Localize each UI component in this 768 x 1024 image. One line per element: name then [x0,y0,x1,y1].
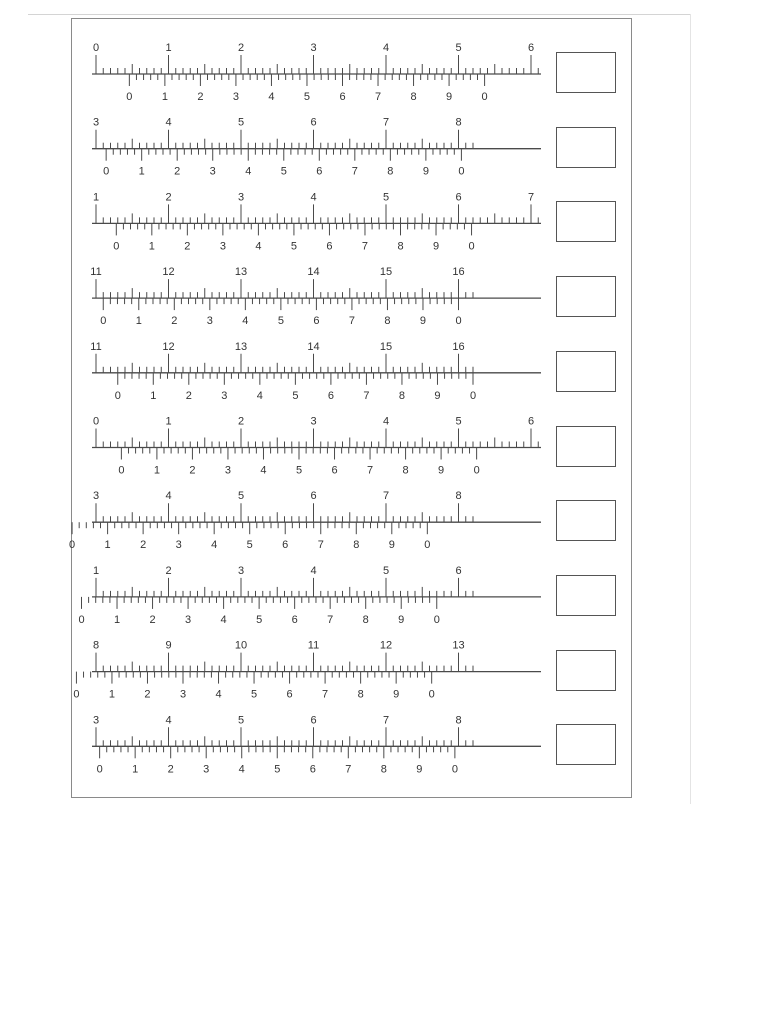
vernier-scale-label: 7 [327,613,334,626]
main-scale-label: 13 [234,266,248,279]
answer-box[interactable] [556,500,616,541]
vernier-scale-label: 0 [114,389,121,402]
vernier-scale-label: 4 [242,315,249,328]
scan-right-edge [690,14,691,804]
vernier-scale-label: 0 [118,464,125,477]
vernier-scale-label: 8 [387,165,394,178]
vernier-scale-label: 9 [398,613,405,626]
main-scale-label: 9 [165,639,172,652]
answer-box[interactable] [556,575,616,616]
answer-box[interactable] [556,351,616,392]
main-scale-label: 1 [165,415,172,428]
vernier-scale-label: 4 [256,389,263,402]
vernier-scale-label: 3 [175,539,182,552]
vernier-scale-label: 4 [211,539,218,552]
vernier-scale-label: 3 [179,688,187,701]
vernier-scale-label: 1 [153,464,160,477]
main-scale-label: 4 [382,415,390,428]
vernier-scale-label: 0 [126,91,133,103]
vernier-scale-label: 7 [345,763,352,776]
main-scale-label: 1 [92,564,100,577]
vernier-scale-label: 4 [255,240,262,253]
vernier-scale-label: 6 [291,613,298,626]
answer-box[interactable] [556,127,616,168]
main-scale-label: 3 [237,191,245,204]
main-scale-label: 3 [237,564,245,577]
vernier-scale-label: 5 [280,165,287,178]
vernier-scale-label: 0 [451,763,458,776]
main-scale-label: 8 [92,639,100,652]
main-scale-label: 12 [379,639,393,652]
main-scale-label: 5 [382,191,390,204]
vernier-scale-label: 9 [388,539,395,552]
vernier-scale-label: 2 [185,389,192,402]
vernier-scale-label: 6 [282,539,289,552]
vernier-scale-label: 6 [326,240,333,253]
main-scale-label: 4 [165,490,172,503]
vernier-scale-label: 5 [290,240,297,253]
vernier-scale-label: 8 [362,613,369,626]
vernier-scale-label: 6 [286,688,293,701]
vernier-scale-label: 0 [433,613,440,626]
main-scale-label: 7 [527,191,535,204]
vernier-scale-label: 1 [104,539,111,552]
main-scale-label: 5 [455,415,462,428]
vernier-exercise [92,117,541,178]
vernier-scale-label: 7 [366,464,374,477]
vernier-scale-label: 5 [295,464,303,477]
vernier-scale-label: 1 [108,688,116,701]
vernier-scale-label: 7 [351,165,358,178]
main-scale-label: 4 [165,116,172,129]
main-scale-label: 8 [455,116,462,129]
vernier-scale-label: 4 [268,91,275,103]
vernier-scale-label: 0 [428,688,435,701]
main-scale-label: 15 [379,266,393,279]
vernier-scale-label: 3 [185,613,192,626]
main-scale-label: 3 [92,116,100,129]
main-scale-label: 8 [455,490,462,503]
vernier-scale-label: 0 [468,240,475,253]
vernier-scale-label: 3 [203,763,210,776]
vernier-scale-label: 2 [144,688,151,701]
main-scale-label: 2 [237,415,245,428]
vernier-scale-label: 7 [361,240,369,253]
vernier-scale-label: 3 [232,91,239,103]
vernier-scale-label: 7 [374,91,382,103]
vernier-scale-label: 2 [197,91,204,103]
main-scale-label: 7 [382,714,390,727]
vernier-scale-label: 3 [206,315,213,328]
main-scale-label: 6 [310,490,317,503]
main-scale-label: 5 [382,564,390,577]
main-scale-label: 4 [382,42,390,54]
main-scale-label: 5 [237,116,245,129]
main-scale-label: 4 [165,714,172,727]
vernier-scale-label: 2 [174,165,181,178]
vernier-scale-label: 5 [292,389,299,402]
answer-box[interactable] [556,201,616,242]
vernier-exercise [92,416,541,477]
main-scale-label: 11 [90,266,102,279]
vernier-scale-label: 0 [458,165,465,178]
vernier-scale-label: 1 [135,315,142,328]
vernier-scale-label: 6 [327,389,334,402]
vernier-scale-label: 9 [438,464,445,477]
main-scale-label: 15 [379,340,393,353]
vernier-scale-label: 0 [78,613,85,626]
vernier-scale-label: 9 [416,763,423,776]
vernier-scale-label: 6 [313,315,320,328]
vernier-scale-label: 5 [256,613,263,626]
vernier-scale-label: 3 [209,165,216,178]
vernier-exercise [90,266,541,327]
main-scale-label: 12 [162,266,175,279]
main-scale-label: 3 [92,490,100,503]
vernier-scale-label: 9 [393,688,400,701]
vernier-scale-label: 2 [189,464,196,477]
vernier-scale-label: 6 [331,464,338,477]
main-scale-label: 6 [455,564,462,577]
main-scale-label: 2 [165,564,172,577]
vernier-scale-label: 0 [455,315,462,328]
main-scale-label: 14 [307,266,320,279]
vernier-scale-label: 0 [473,464,480,477]
vernier-exercise [73,640,541,701]
main-scale-label: 4 [310,191,317,204]
vernier-scale-label: 8 [398,389,406,402]
worksheet-frame [71,18,632,798]
vernier-scale-label: 1 [138,165,145,178]
vernier-scale-label: 5 [303,91,311,103]
main-scale-label: 7 [382,490,390,503]
vernier-scale-label: 0 [469,389,477,402]
main-scale-label: 3 [92,714,100,727]
vernier-scale-label: 2 [184,240,191,253]
vernier-scale-label: 1 [150,389,157,402]
vernier-scale-label: 9 [419,315,427,328]
main-scale-label: 16 [452,340,465,353]
main-scale-label: 8 [455,714,462,727]
vernier-scale-label: 4 [238,763,245,776]
vernier-scale-label: 3 [219,240,226,253]
vernier-scale-label: 4 [245,165,252,178]
answer-box[interactable] [556,276,616,317]
vernier-scale-label: 3 [224,464,232,477]
vernier-exercise [78,565,541,626]
vernier-scale-label: 7 [363,389,370,402]
vernier-scale-label: 7 [322,688,329,701]
vernier-scale-label: 2 [140,539,147,552]
vernier-scale-label: 5 [277,315,284,328]
main-scale-label: 3 [310,42,317,54]
vernier-scale-label: 0 [103,165,110,178]
main-scale-label: 1 [165,42,172,54]
vernier-scale-label: 8 [357,688,364,701]
main-scale-label: 0 [92,42,100,54]
vernier-scale-label: 0 [481,91,488,103]
main-scale-label: 10 [234,639,248,652]
vernier-scale-label: 8 [380,763,387,776]
vernier-scale-label: 0 [69,539,76,552]
vernier-scale-label: 0 [113,240,120,253]
main-scale-label: 11 [307,639,320,652]
vernier-scale-label: 4 [260,464,267,477]
vernier-scale-label: 8 [384,315,391,328]
main-scale-label: 1 [92,191,100,204]
answer-box[interactable] [556,724,616,765]
main-scale-label: 14 [307,340,320,353]
vernier-exercise [92,714,541,775]
vernier-scale-label: 9 [422,165,429,178]
main-scale-label: 6 [310,116,317,129]
main-scale-label: 5 [455,42,462,54]
vernier-scale-label: 5 [274,763,281,776]
vernier-scale-label: 9 [434,389,441,402]
vernier-scale-label: 8 [397,240,404,253]
vernier-scale-label: 4 [220,613,227,626]
vernier-scale-label: 7 [348,315,355,328]
vernier-scale-label: 2 [171,315,178,328]
vernier-exercise [92,42,541,103]
vernier-scale-label: 0 [100,315,107,328]
vernier-exercise [69,490,541,551]
vernier-scale-label: 6 [316,165,323,178]
vernier-scales-diagram [69,19,633,799]
main-scale-label: 6 [527,415,535,428]
vernier-scale-label: 8 [410,91,417,103]
vernier-scale-label: 1 [132,763,139,776]
main-scale-label: 4 [310,564,317,577]
vernier-scale-label: 0 [73,688,80,701]
main-scale-label: 7 [382,116,390,129]
answer-box[interactable] [556,650,616,691]
vernier-scale-label: 1 [161,91,168,103]
vernier-scale-label: 2 [149,613,156,626]
answer-box[interactable] [556,52,616,93]
vernier-scale-label: 3 [221,389,228,402]
main-scale-label: 16 [452,266,465,279]
vernier-scale-label: 9 [432,240,440,253]
main-scale-label: 6 [527,42,535,54]
main-scale-label: 2 [165,191,172,204]
vernier-scale-label: 0 [424,539,431,552]
main-scale-label: 2 [237,42,245,54]
vernier-scale-label: 1 [113,613,121,626]
main-scale-label: 3 [310,415,317,428]
answer-box[interactable] [556,426,616,467]
main-scale-label: 6 [310,714,317,727]
vernier-scale-label: 6 [339,91,346,103]
main-scale-label: 13 [234,340,248,353]
main-scale-label: 5 [237,490,245,503]
vernier-scale-label: 2 [167,763,174,776]
vernier-scale-label: 4 [215,688,222,701]
main-scale-label: 12 [162,340,175,353]
vernier-scale-label: 6 [309,763,316,776]
vernier-scale-label: 5 [250,688,258,701]
main-scale-label: 13 [452,639,465,652]
vernier-scale-label: 8 [402,464,409,477]
vernier-scale-label: 0 [96,763,103,776]
main-scale-label: 11 [90,340,102,353]
vernier-scale-label: 9 [446,91,453,103]
vernier-exercise [92,191,541,252]
main-scale-label: 6 [455,191,462,204]
scan-top-edge [28,14,690,15]
main-scale-label: 5 [237,714,245,727]
vernier-scale-label: 5 [246,539,253,552]
main-scale-label: 0 [92,415,100,428]
vernier-exercise [90,341,541,402]
vernier-scale-label: 1 [148,240,155,253]
vernier-scale-label: 8 [353,539,360,552]
vernier-scale-label: 7 [317,539,324,552]
